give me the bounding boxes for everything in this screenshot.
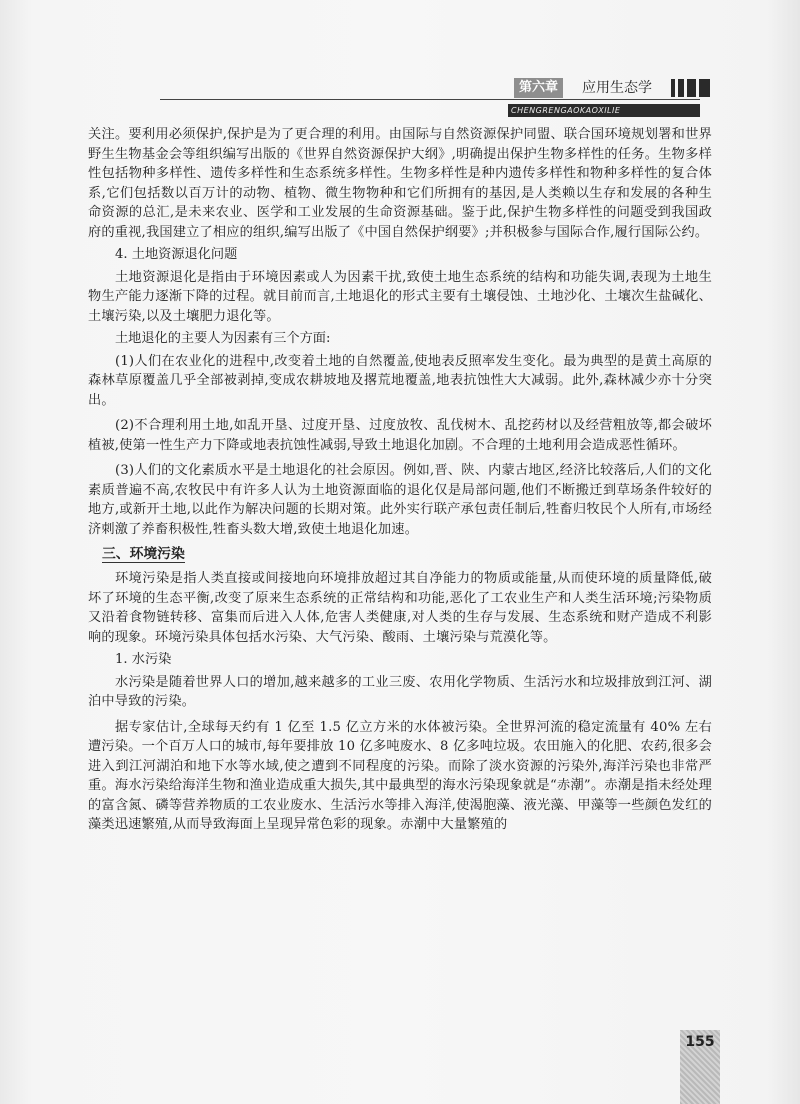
chapter-label: 第六章 [514, 78, 563, 98]
paragraph-factor-3: (3)人们的文化素质水平是土地退化的社会原因。例如,晋、陕、内蒙古地区,经济比较落后,人们的文化素质普遍不高,农牧民中有许多人认为土地资源面临的退化仅是局部问题,他们不断搬迁到草场条件较好的地方,或新开土地,以此作为解决问题的长期对策。此外实行联产承包责任制后,牲畜归牧民个人所有,市场经济刺激了养畜积极性,牲畜头数大增,致使土地退化加速。 [88, 463, 712, 537]
subheading-land-degradation: 4. 土地资源退化问题 [115, 247, 238, 262]
paragraph-land-definition: 土地资源退化是指由于环境因素或人为因素干扰,致使土地生态系统的结构和功能失调,表现为土地生物生产能力逐渐下降的过程。就目前而言,土地退化的形式主要有土壤侵蚀、土地沙化、土壤次生盐碱化、土壤污染,以及土壤肥力退化等。 [88, 269, 712, 324]
paragraph-pollution-definition: 环境污染是指人类直接或间接地向环境排放超过其自净能力的物质或能量,从而使环境的质量降低,破坏了环境的生态平衡,改变了原来生态系统的正常结构和功能,恶化了工农业生产和人类生活环境;污染物质又沿着食物链转移、富集而后进入人体,危害人类健康,对人类的生存与发展、生态系统和财产造成不利影响的现象。环境污染具体包括水污染、大气污染、酸雨、土壤污染与荒漠化等。 [88, 571, 712, 645]
subheading-water-pollution: 1. 水污染 [115, 652, 172, 667]
series-banner [508, 104, 700, 117]
section-heading-text: 三、环境污染 [102, 546, 185, 562]
header-decoration [671, 79, 710, 97]
paragraph-water-stats: 据专家估计,全球每天约有 1 亿至 1.5 亿立方米的水体被污染。全世界河流的稳定流量有 40% 左右遭污染。一个百万人口的城市,每年要排放 10 亿多吨废水、8 亿多吨垃圾。农田施入的化肥、农药,很多会进入到江河湖泊和地下水等水域,使之遭到不同程度的污染。而除了淡水资源的污染外,海洋污染也非常严重。海水污染给海洋生物和渔业造成重大损失,其中最典型的海水污染现象就是“赤潮”。赤潮是指未经处理的富含氮、磷等营养物质的工农业废水、生活污水等排入海洋,使渴胞藻、液光藻、甲藻等一些颜色发红的藻类迅速繁殖,从而导致海面上呈现异常色彩的现象。赤潮中大量繁殖的 [88, 719, 712, 832]
paragraph-factor-2: (2)不合理利用土地,如乱开垦、过度开垦、过度放牧、乱伐树木、乱挖药材以及经营粗放等,都会破坏植被,使第一性生产力下降或地表抗蚀性减弱,导致土地退化加剧。不合理的土地利用会造成恶性循环。 [88, 418, 712, 453]
page-number: 155 [685, 1034, 715, 1050]
series-subtitle: CHENGRENGAOKAOXILIE [511, 106, 621, 115]
paragraph-factor-1: (1)人们在农业化的进程中,改变着土地的自然覆盖,使地表反照率发生变化。最为典型的是黄土高原的森林草原覆盖几乎全部被剥掉,变成农耕坡地及撂荒地覆盖,地表抗蚀性大大减弱。此外,森林减少亦十分突出。 [88, 353, 712, 408]
paragraph-water-pollution: 水污染是随着世界人口的增加,越来越多的工业三废、农用化学物质、生活污水和垃圾排放到江河、湖泊中导致的污染。 [88, 674, 712, 709]
chapter-title: 应用生态学 [582, 80, 652, 96]
page-body [88, 125, 712, 835]
paragraph-biodiversity: 关注。要利用必须保护,保护是为了更合理的利用。由国际与自然资源保护同盟、联合国环境规划署和世界野生生物基金会等组织编写出版的《世界自然资源保护大纲》,明确提出保护生物多样性的任务。生物多样性包括物种多样性、遗传多样性和生态系统多样性。生物多样性是种内遗传多样性和物种多样性的复合体系,它们包括数以百万计的动物、植物、微生物物种和它们所拥有的基因,是人类赖以生存和发展的各种生命资源的总汇,是未来农业、医学和工业发展的生命资源基础。鉴于此,保护生物多样性的问题受到我国政府的重视,我国建立了相应的组织,编写出版了《中国自然保护纲要》;并积极参与国际合作,履行国际公约。 [88, 127, 712, 240]
section-heading-pollution [102, 543, 712, 565]
header-rule [160, 99, 700, 100]
paragraph-land-factors-intro: 土地退化的主要人为因素有三个方面: [115, 331, 331, 346]
